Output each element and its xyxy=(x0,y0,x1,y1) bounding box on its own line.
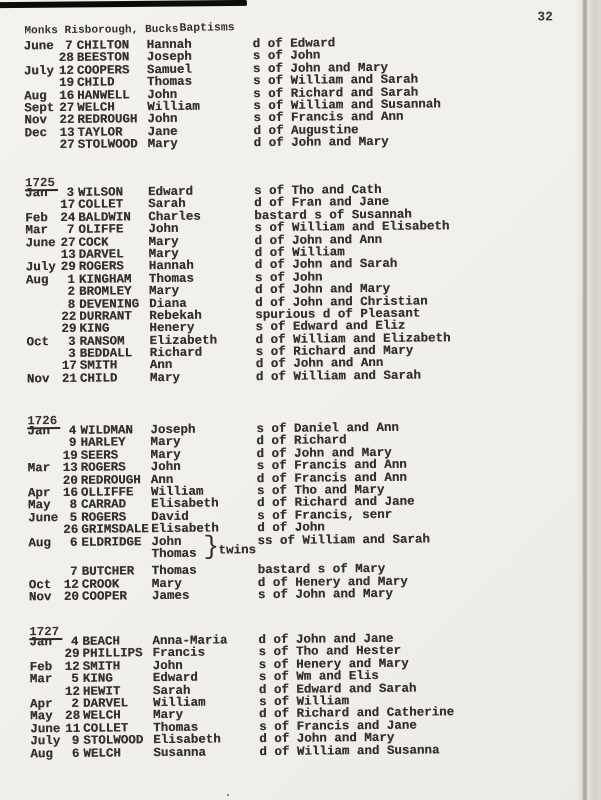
parentage-cell: d of Edward and Sarah xyxy=(258,681,417,697)
surname-cell: TAYLOR xyxy=(77,125,123,140)
parentage-cell: d of Richard xyxy=(256,433,347,449)
day-cell: 12 xyxy=(58,63,74,78)
given-name-cell: Elisabeth xyxy=(153,732,221,748)
given-name-cell: Mary xyxy=(149,370,180,385)
given-name-cell: Elizabeth xyxy=(149,333,218,348)
parentage-cell: d of John xyxy=(257,520,325,536)
given-name-cell: William xyxy=(147,99,200,115)
given-name-cell: Thomas xyxy=(153,720,199,735)
day-cell: 5 xyxy=(71,672,79,687)
given-name-cell: Sarah xyxy=(152,683,191,698)
surname-cell: WELCH xyxy=(83,745,121,761)
surname-cell: SMITH xyxy=(79,358,118,374)
given-name-cell: Hannah xyxy=(148,259,194,274)
parentage-cell: s of Francis and Jane xyxy=(259,718,417,734)
baptism-rows xyxy=(2,631,582,760)
given-name-cell: Diana xyxy=(149,296,187,311)
month-cell: June xyxy=(30,721,61,737)
given-name-cell: Mary xyxy=(148,234,179,249)
parentage-cell: s of Francis and Ann xyxy=(256,457,407,474)
day-cell: 16 xyxy=(59,88,75,103)
surname-cell: BUTCHER xyxy=(81,564,135,580)
given-name-cell: John xyxy=(147,87,178,102)
month-cell: Nov xyxy=(24,113,47,128)
surname-cell: HEWIT xyxy=(82,683,121,699)
surname-cell: STOLWOOD xyxy=(83,733,144,748)
parentage-cell: bastard s of Mary xyxy=(257,562,386,578)
twins-label: twins xyxy=(218,542,257,558)
day-cell: 3 xyxy=(67,346,76,361)
month-cell: Mar xyxy=(29,672,53,687)
given-name-cell: William xyxy=(150,484,204,500)
surname-cell: ROGERS xyxy=(81,510,127,525)
surname-cell: CHILD xyxy=(76,75,115,90)
month-cell: Oct xyxy=(26,334,50,350)
parentage-cell: d of William and Elizabeth xyxy=(255,330,451,347)
parentage-cell: d of Francis and Ann xyxy=(256,470,407,486)
parentage-cell: d of John and Mary xyxy=(253,134,389,151)
surname-cell: CHILTON xyxy=(76,38,130,53)
month-cell: July xyxy=(25,260,56,275)
register-section xyxy=(0,168,579,386)
day-cell: 16 xyxy=(62,485,78,500)
parentage-cell: d of John and Mary xyxy=(256,445,392,461)
baptism-row xyxy=(27,368,579,386)
parentage-cell: s of John and Mary xyxy=(257,586,393,603)
day-cell: 11 xyxy=(65,721,81,736)
register-section xyxy=(2,617,582,760)
month-cell: Jan xyxy=(24,186,48,201)
day-cell: 12 xyxy=(63,577,79,592)
day-cell: 9 xyxy=(68,436,77,451)
year-heading: 1726 xyxy=(27,415,60,429)
given-name-cell: Rebekah xyxy=(149,308,202,324)
day-cell: 19 xyxy=(58,76,75,91)
parentage-cell: d of William and Susanna xyxy=(259,742,440,759)
month-cell: Mar xyxy=(25,223,48,238)
month-cell: Apr xyxy=(27,486,51,501)
parentage-cell: s of John xyxy=(254,270,323,285)
day-cell: 29 xyxy=(64,647,80,662)
given-name-cell: John xyxy=(152,658,183,673)
parentage-cell: d of Edward xyxy=(252,36,336,52)
month-cell: Aug xyxy=(28,535,51,550)
month-cell xyxy=(24,139,59,152)
parentage-cell: s of William and Elisabeth xyxy=(254,219,450,236)
surname-cell: KINGHAM xyxy=(78,272,132,287)
given-name-cell: Mary xyxy=(150,447,181,462)
parentage-cell: d of Richard and Jane xyxy=(256,494,415,511)
surname-cell: OLIFFE xyxy=(78,222,124,237)
month-cell: Nov xyxy=(26,371,50,387)
parentage-cell: d of William and Sarah xyxy=(255,368,421,384)
month-cell: Dec xyxy=(24,125,48,141)
surname-cell: COLLET xyxy=(78,197,124,213)
surname-cell: CARRAD xyxy=(80,497,127,513)
month-cell: Feb xyxy=(29,659,53,675)
month-cell xyxy=(26,286,61,299)
day-cell: 26 xyxy=(63,522,79,538)
month-cell: Sept xyxy=(24,100,55,116)
day-cell: 3 xyxy=(67,334,76,349)
parentage-cell: s of William and Sarah xyxy=(252,72,419,89)
given-name-cell: John xyxy=(147,112,178,127)
register-section xyxy=(0,406,581,604)
day-cell: 12 xyxy=(64,659,80,674)
given-name-cell: Elisabeth xyxy=(150,496,219,512)
register-section xyxy=(0,35,577,152)
page-subtitle: Baptisms xyxy=(179,21,235,35)
surname-cell: WILSON xyxy=(77,185,124,200)
surname-cell: COCK xyxy=(78,235,109,250)
parentage-cell: s of Henery and Mary xyxy=(258,656,409,672)
month-cell: July xyxy=(23,63,54,79)
month-cell: Aug xyxy=(24,88,47,103)
surname-cell: SEERS xyxy=(80,448,119,463)
day-cell: 5 xyxy=(69,510,78,525)
parentage-cell: s of John xyxy=(252,48,321,64)
parentage-cell: d of John and Sarah xyxy=(254,257,398,273)
day-cell: 2 xyxy=(67,284,76,300)
given-name-cell: Joseph xyxy=(150,422,196,438)
day-cell: 13 xyxy=(59,125,75,140)
day-cell: 9 xyxy=(71,733,80,749)
given-name-cell: Edward xyxy=(147,184,194,200)
day-cell: 20 xyxy=(62,473,78,488)
parentage-cell: s of Edward and Eliz xyxy=(255,318,406,335)
given-name-cell: David xyxy=(151,509,189,524)
surname-cell: COLLET xyxy=(83,721,129,736)
month-cell xyxy=(27,348,62,361)
year-heading: 1727 xyxy=(29,626,62,640)
month-cell: Aug xyxy=(30,746,53,761)
surname-cell: BROMLEY xyxy=(78,284,132,299)
given-name-cell: James xyxy=(151,588,190,604)
month-cell: June xyxy=(25,235,56,250)
given-name-cell: Thomas xyxy=(148,271,194,286)
day-cell: 12 xyxy=(64,684,80,699)
given-name-cell: Edward xyxy=(152,670,198,686)
surname-cell: RANSOM xyxy=(79,334,125,349)
day-cell: 19 xyxy=(62,448,78,463)
month-cell: May xyxy=(27,498,51,513)
surname-cell: KING xyxy=(79,321,110,337)
parentage-cell: d of John and Mary xyxy=(254,281,391,298)
baptism-row xyxy=(29,586,581,604)
month-cell: Oct xyxy=(28,577,52,593)
surname-cell: COOPER xyxy=(81,589,127,604)
surname-cell: HARLEY xyxy=(80,435,126,451)
day-cell: 2 xyxy=(71,696,79,711)
year-heading: 1725 xyxy=(25,177,58,191)
surname-cell: OLLIFFE xyxy=(80,485,134,500)
month-cell xyxy=(24,77,59,90)
parentage-cell: s of Wm and Elis xyxy=(258,669,379,685)
parentage-cell: d of Fran and Jane xyxy=(254,195,390,211)
day-cell: 8 xyxy=(69,498,78,513)
month-cell: Aug xyxy=(25,272,49,288)
day-cell: 27 xyxy=(60,235,76,250)
parentage-cell: s of Tho and Hester xyxy=(258,644,402,660)
baptism-rows xyxy=(0,35,577,152)
baptism-row xyxy=(24,134,576,152)
given-name-cell: Mary xyxy=(148,283,180,299)
surname-cell: KING xyxy=(82,671,113,686)
baptism-row xyxy=(28,532,580,562)
day-cell: 22 xyxy=(59,113,75,128)
given-name-cell: Mary xyxy=(148,246,179,262)
given-name-cell: Mary xyxy=(147,136,178,152)
month-cell xyxy=(26,323,61,336)
given-name-cell: Ann xyxy=(149,358,173,373)
day-cell: 29 xyxy=(60,260,76,275)
day-cell: 13 xyxy=(60,247,76,262)
month-cell xyxy=(27,437,62,450)
surname-cell: CROOK xyxy=(81,577,120,592)
day-cell: 21 xyxy=(61,371,77,386)
surname-cell: DARVEL xyxy=(78,247,124,262)
given-name-cell: Joseph xyxy=(146,50,192,65)
twins-brace: } xyxy=(203,530,220,562)
parentage-cell: d of Richard and Catherine xyxy=(258,705,455,722)
parentage-cell: d of Henery and Mary xyxy=(257,574,408,590)
baptism-rows xyxy=(0,420,581,604)
parentage-cell: spurious d of Pleasant xyxy=(255,306,421,323)
parentage-cell: s of Richard and Mary xyxy=(255,343,414,360)
parentage-cell: d of Augustine xyxy=(253,122,359,138)
day-cell: 13 xyxy=(62,461,78,476)
parentage-cell: d of William xyxy=(254,245,345,261)
day-cell: 6 xyxy=(69,535,78,550)
given-name-cell: Mary xyxy=(152,708,184,723)
month-cell xyxy=(26,311,61,324)
parentage-cell: bastard s of Susannah xyxy=(254,207,412,223)
surname-cell: SMITH xyxy=(82,659,121,674)
given-name-cell: William xyxy=(152,695,206,711)
surname-cell: COOPERS xyxy=(76,63,130,78)
parentage-cell: s of Francis, senr xyxy=(257,507,393,523)
twin-given-name-2: Thomas xyxy=(151,546,197,562)
day-cell: 4 xyxy=(68,423,77,438)
parentage-cell: d of John and Ann xyxy=(255,356,384,372)
given-name-cell: Francis xyxy=(152,646,206,661)
given-name-cell: Henery xyxy=(149,321,195,336)
month-cell: Jan xyxy=(29,635,52,650)
day-cell: 27 xyxy=(59,137,75,153)
day-cell: 4 xyxy=(70,634,79,649)
parentage-cell: s of Francis and Ann xyxy=(253,110,404,126)
surname-cell: BEESTON xyxy=(76,50,130,66)
twin-given-name-1: John xyxy=(151,534,182,549)
given-name-cell: Mary xyxy=(150,435,181,450)
day-cell: 6 xyxy=(71,746,80,761)
month-cell xyxy=(28,524,63,537)
given-name-cell: Anna-Maria xyxy=(152,633,228,649)
day-cell: 17 xyxy=(61,359,77,374)
parentage-cell: s of Richard and Sarah xyxy=(253,85,419,101)
day-cell: 1 xyxy=(67,272,75,287)
surname-cell: ROGERS xyxy=(78,259,124,275)
given-name-cell: Samuel xyxy=(146,62,192,77)
surname-cell: CHILD xyxy=(79,371,118,386)
baptism-rows xyxy=(0,182,579,386)
given-name-cell: Thomas xyxy=(146,74,193,90)
surname-cell: ELDRIDGE xyxy=(81,534,142,550)
page-number: 32 xyxy=(537,9,554,25)
day-cell: 8 xyxy=(67,297,76,312)
parentage-cell: s of Tho and Mary xyxy=(256,482,385,499)
surname-cell: BALDWIN xyxy=(78,210,131,225)
page-title: Monks Risborough, Bucks xyxy=(24,23,179,38)
parentage-cell: ss of William and Sarah xyxy=(257,531,430,548)
month-cell: Nov xyxy=(28,590,52,605)
surname-cell: DARVEL xyxy=(82,696,128,711)
parentage-cell: s of Tho and Cath xyxy=(253,182,382,199)
given-name-cell: Thomas xyxy=(151,564,197,579)
given-name-cell: Richard xyxy=(149,345,203,361)
surname-cell: GRIMSDALE xyxy=(81,522,149,537)
month-cell: Apr xyxy=(29,697,53,712)
given-name-cell: Susanna xyxy=(153,745,206,760)
parentage-cell: d of John and Ann xyxy=(254,232,383,248)
day-cell: 3 xyxy=(66,185,75,200)
given-name-cell: Charles xyxy=(148,209,201,224)
parentage-cell: d of John and Jane xyxy=(258,631,394,648)
month-cell: Mar xyxy=(27,461,51,476)
surname-cell: WILDMAN xyxy=(80,423,133,438)
given-name-cell: John xyxy=(148,222,179,237)
parentage-cell: s of William and Susannah xyxy=(253,97,441,114)
surname-cell: HANWELL xyxy=(77,87,130,103)
given-name-cell: Ann xyxy=(150,472,174,487)
day-cell: 28 xyxy=(58,51,74,66)
day-cell: 7 xyxy=(70,565,78,580)
surname-cell: BEDDALL xyxy=(79,346,133,361)
day-cell: 24 xyxy=(60,210,76,225)
day-cell: 22 xyxy=(61,309,77,324)
month-cell xyxy=(26,299,61,312)
month-cell xyxy=(29,566,64,579)
month-cell: Feb xyxy=(25,210,48,226)
given-name-cell: Jane xyxy=(147,124,178,139)
surname-cell: REDROUGH xyxy=(80,472,141,488)
parentage-cell: s of Daniel and Ann xyxy=(256,420,399,437)
day-cell: 17 xyxy=(60,198,76,213)
month-cell: June xyxy=(28,510,59,526)
day-cell: 7 xyxy=(65,38,73,53)
month-cell: July xyxy=(30,734,61,749)
day-cell: 28 xyxy=(64,709,81,724)
parentage-cell: d of John and Mary xyxy=(259,730,395,747)
surname-cell: ROGERS xyxy=(80,460,126,475)
day-cell: 27 xyxy=(59,100,75,115)
surname-cell: PHILLIPS xyxy=(82,646,143,662)
month-cell: Jan xyxy=(27,424,50,439)
surname-cell: REDROUGH xyxy=(77,112,138,128)
day-cell: 7 xyxy=(66,223,75,238)
surname-cell: WELCH xyxy=(77,100,115,115)
day-cell: 20 xyxy=(63,589,79,605)
surname-cell: DURRANT xyxy=(79,309,132,324)
month-cell: May xyxy=(29,709,53,724)
given-name-cell: Hannah xyxy=(146,37,192,53)
surname-cell: DEVENING xyxy=(79,296,140,312)
surname-cell: BEACH xyxy=(82,634,120,649)
given-name-cell: Sarah xyxy=(148,197,186,212)
surname-cell: STOLWOOD xyxy=(77,137,138,152)
given-name-cell: Elisabeth xyxy=(151,521,219,537)
given-name-cell: John xyxy=(150,460,181,475)
day-cell: 29 xyxy=(61,322,77,337)
surname-cell: WELCH xyxy=(82,708,121,724)
month-cell: June xyxy=(23,39,54,54)
parentage-cell: s of William xyxy=(258,694,349,710)
parentage-cell: d of John and Christian xyxy=(255,293,428,310)
parentage-cell: s of John and Mary xyxy=(252,60,388,76)
given-name-cell: Mary xyxy=(151,576,182,591)
